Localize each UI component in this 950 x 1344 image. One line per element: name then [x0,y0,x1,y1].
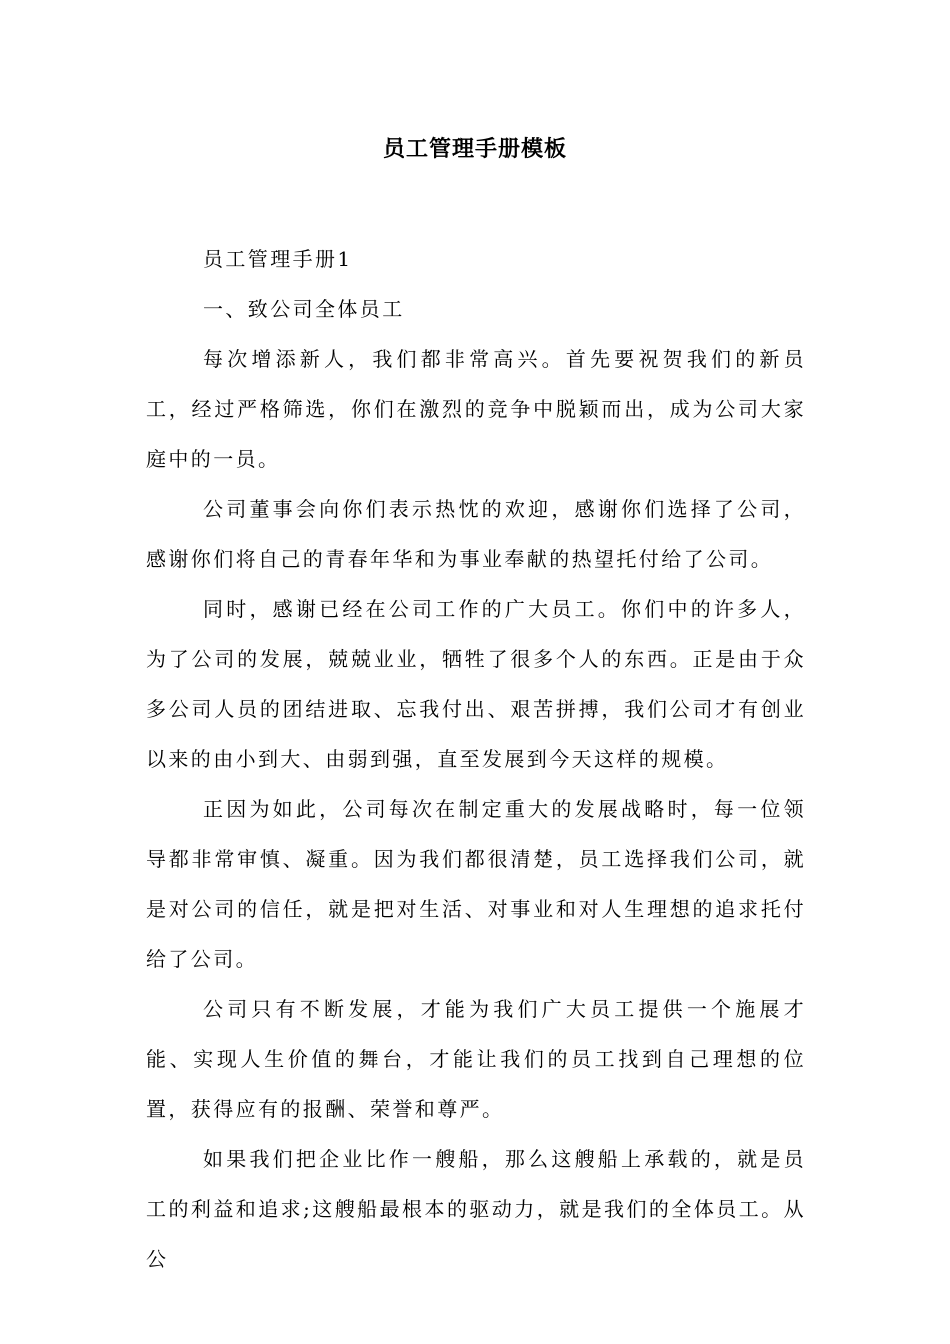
paragraph: 同时，感谢已经在公司工作的广大员工。你们中的许多人，为了公司的发展，兢兢业业，牺牲了很多个人的东西。正是由于众多公司人员的团结进取、忘我付出、艰苦拼搏，我们公司才有创业以来的由小到大、由弱到强，直至发展到今天这样的规模。 [146,597,806,771]
subsection-title: 一、致公司全体员工 [203,297,405,321]
paragraph: 公司董事会向你们表示热忱的欢迎，感谢你们选择了公司，感谢你们将自己的青春年华和为事业奉献的热望托付给了公司。 [146,497,806,571]
document-body [146,234,806,1284]
document-title: 员工管理手册模板 [382,137,567,162]
paragraph: 公司只有不断发展，才能为我们广大员工提供一个施展才能、实现人生价值的舞台，才能让我们的员工找到自己理想的位置，获得应有的报酬、荣誉和尊严。 [146,997,806,1121]
section-title: 员工管理手册1 [203,247,353,271]
paragraph: 每次增添新人，我们都非常高兴。首先要祝贺我们的新员工，经过严格筛选，你们在激烈的竞争中脱颖而出，成为公司大家庭中的一员。 [146,347,806,471]
paragraph: 正因为如此，公司每次在制定重大的发展战略时，每一位领导都非常审慎、凝重。因为我们都很清楚，员工选择我们公司，就是对公司的信任，就是把对生活、对事业和对人生理想的追求托付给了公司。 [146,797,806,971]
paragraph: 如果我们把企业比作一艘船，那么这艘船上承载的，就是员工的利益和追求;这艘船最根本的驱动力，就是我们的全体员工。从公 [146,1147,806,1271]
